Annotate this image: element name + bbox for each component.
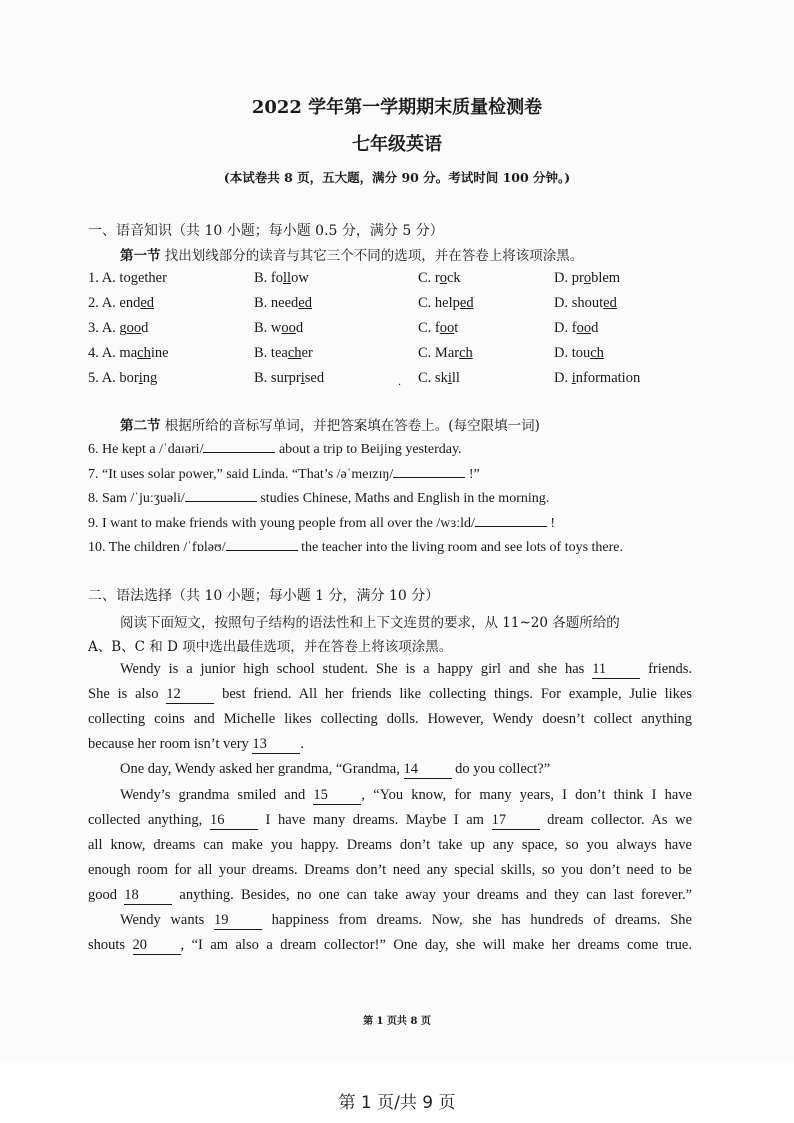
blank-number-15: 15 — [313, 787, 361, 805]
underlined-part: oo — [126, 320, 142, 336]
exam-note: (本试卷共 8 页，五大题，满分 90 分。考试时间 100 分钟。) — [223, 170, 571, 185]
underlined-part: ch — [137, 345, 151, 361]
blank-number-11: 11 — [592, 661, 640, 679]
q3-option-a: 3. A. good — [88, 320, 149, 336]
answer-blank — [203, 440, 275, 453]
underlined-part: ed — [603, 295, 617, 311]
section1-part2-instruction — [120, 414, 540, 434]
passage-line: collecting coins and Michelle likes collecting dolls. However, Wendy doesn’t collect anything — [88, 711, 692, 728]
underlined-part: ed — [298, 295, 312, 311]
q2-option-d: D. shouted — [554, 295, 617, 311]
underlined-part: ll — [283, 270, 292, 286]
blank-number-19: 19 — [214, 912, 262, 930]
underlined-part: oo — [576, 320, 592, 336]
passage-line: She is also 12 best friend. All her friends like collecting things. For example, Julie likes — [88, 686, 692, 703]
underlined-part: o — [583, 270, 592, 286]
underlined-part: i — [447, 370, 452, 386]
underlined-part: oo — [281, 320, 296, 336]
q1-option-b: B. follow — [254, 270, 309, 286]
section2-instruction-2: A、B、C 和 D 项中选出最佳选项，并在答卷上将该项涂黑。 — [88, 639, 453, 655]
q1-option-a: 1. A. together — [88, 270, 167, 286]
fill-question-9: 9. I want to make friends with young people from all over the /wɜːld/ ! — [88, 515, 556, 531]
q4-option-d: D. touch — [554, 345, 604, 361]
passage-line: because her room isn’t very 13 . — [88, 736, 305, 753]
underlined-part: ed — [459, 295, 474, 311]
underlined-part: ch — [287, 345, 302, 361]
underlined-part: o — [439, 270, 447, 286]
blank-number-13: 13 — [252, 736, 300, 754]
q2-option-c: C. helped — [418, 295, 474, 311]
q3-option-c: C. foot — [418, 320, 459, 336]
passage-line: Wendy is a junior high school student. She is a happy girl and she has 11 friends. — [120, 661, 692, 677]
underlined-part: g — [130, 270, 138, 286]
part2-label: 第二节 — [120, 418, 161, 434]
passage-line: shouts 20 , “I am also a dream collector!” One day, she will make her dreams come true. — [88, 937, 692, 954]
page-footer: 第 1 页共 8 页 — [363, 1016, 431, 1027]
underlined-part: ed — [140, 295, 155, 311]
stray-mark: · — [398, 380, 402, 391]
q5-option-a: 5. A. boring — [88, 370, 158, 386]
passage-line: all know, dreams can make you happy. Dreams don’t take up any space, so you always have — [88, 836, 692, 853]
q3-option-d: D. food — [554, 320, 599, 336]
blank-number-20: 20 — [133, 937, 181, 955]
q5-option-b: B. surprised — [254, 370, 325, 386]
underlined-part: oo — [439, 320, 455, 336]
passage-line: good 18 anything. Besides, no one can take away your dreams and they can last forever.” — [88, 886, 692, 903]
section1-part1-instruction — [120, 244, 583, 264]
passage-line: One day, Wendy asked her grandma, “Grandma, 14 do you collect?” — [120, 761, 551, 778]
viewer-page-indicator: 第 1 页/共 9 页 — [338, 1093, 456, 1113]
q5-option-c: C. skill — [418, 370, 460, 386]
fill-question-7: 7. “It uses solar power,” said Linda. “That’s /əˈmeɪzɪŋ/ !” — [88, 466, 480, 482]
q2-option-b: B. needed — [254, 295, 312, 311]
answer-blank — [475, 514, 547, 527]
part1-label: 第一节 — [120, 248, 161, 264]
fill-question-8: 8. Sam /ˈjuːʒuəli/ studies Chinese, Maths and English in the morning. — [88, 491, 550, 506]
answer-blank — [393, 465, 465, 478]
q4-option-c: C. March — [418, 345, 473, 361]
q4-option-a: 4. A. machine — [88, 345, 169, 361]
q4-option-b: B. teacher — [254, 345, 313, 361]
blank-number-14: 14 — [404, 761, 452, 779]
exam-subject: 七年级英语 — [352, 134, 442, 155]
section2-heading: 二、语法选择（共 10 小题；每小题 1 分，满分 10 分） — [88, 588, 440, 604]
blank-number-18: 18 — [124, 887, 172, 905]
underlined-part: i — [571, 370, 576, 386]
passage-line: enough room for all your dreams. Dreams don’t need any special skills, so you don’t need to be — [88, 861, 692, 878]
answer-blank — [185, 489, 257, 502]
exam-title: 2022 学年第一学期期末质量检测卷 — [251, 97, 543, 118]
underlined-part: i — [138, 370, 143, 386]
section2-instruction-1: 阅读下面短文，按照句子结构的语法性和上下文连贯的要求，从 11~20 各题所给的 — [120, 615, 620, 631]
answer-blank — [226, 538, 298, 551]
q3-option-b: B. wood — [254, 320, 304, 336]
blank-number-16: 16 — [210, 812, 258, 830]
passage-line: collected anything, 16 I have many dreams. Maybe I am 17 dream collector. As we — [88, 811, 693, 828]
blank-number-17: 17 — [492, 812, 540, 830]
underlined-part: i — [300, 370, 305, 386]
fill-question-10: 10. The children /ˈfɒləʊ/ the teacher into the living room and see lots of toys there. — [88, 540, 624, 555]
passage-line: Wendy’s grandma smiled and 15 , “You know, for many years, I don’t think I have — [120, 786, 692, 803]
q5-option-d: D. information — [554, 370, 641, 386]
underlined-part: ch — [590, 345, 604, 361]
q2-option-a: 2. A. ended — [88, 295, 155, 311]
q1-option-c: C. rock — [418, 270, 461, 286]
q1-option-d: D. problem — [554, 270, 621, 286]
fill-question-6: 6. He kept a /ˈdaɪəri/ about a trip to Beijing yesterday. — [88, 442, 462, 457]
part2-text: 根据所给的音标写单词，并把答案填在答卷上。(每空限填一词) — [164, 418, 540, 434]
passage-line: Wendy wants 19 happiness from dreams. Now, she has hundreds of dreams. She — [120, 912, 692, 928]
section1-heading: 一、语音知识（共 10 小题；每小题 0.5 分，满分 5 分） — [88, 223, 444, 239]
part1-text: 找出划线部分的读音与其它三个不同的选项，并在答卷上将该项涂黑。 — [164, 248, 584, 264]
underlined-part: ch — [459, 345, 473, 361]
blank-number-12: 12 — [166, 686, 214, 704]
